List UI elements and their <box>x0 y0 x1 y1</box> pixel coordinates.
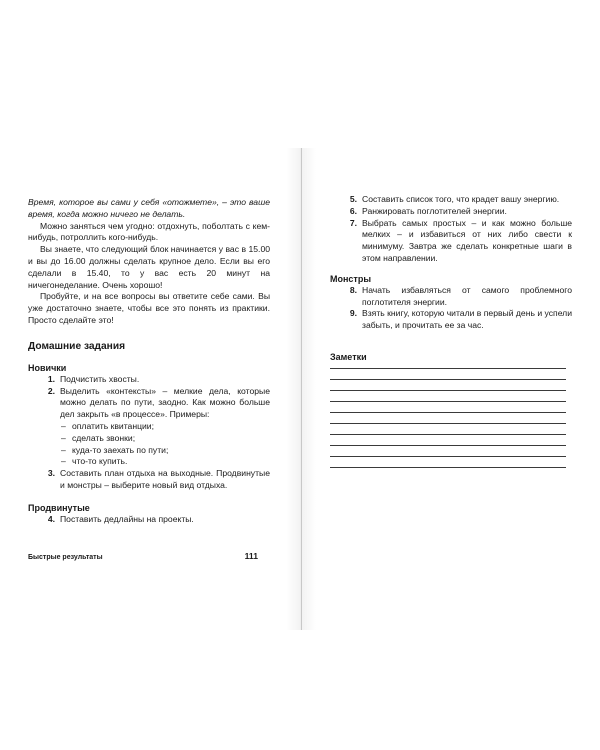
note-line <box>330 423 566 424</box>
list-item <box>28 514 270 526</box>
note-line <box>330 445 566 446</box>
example-item: – оплатить квитанции; <box>61 420 154 431</box>
advanced-heading: Продвинутые <box>28 502 90 513</box>
list-item <box>28 386 270 421</box>
item-text: Подчистить хвосты. <box>60 373 140 384</box>
beginners-heading: Новички <box>28 362 67 373</box>
item-number: 7. <box>349 217 357 228</box>
note-line <box>330 412 566 413</box>
example-item: – что-то купить. <box>61 456 128 467</box>
list-item <box>330 285 572 309</box>
running-footer-title: Быстрые результаты <box>28 554 103 561</box>
beginners-list-continued <box>28 468 270 492</box>
item-text: Ранжировать поглотителей энергии. <box>362 205 507 216</box>
monsters-list <box>330 285 572 332</box>
note-line <box>330 379 566 380</box>
list-item <box>330 194 572 206</box>
homework-heading: Домашние задания <box>28 340 126 352</box>
left-page <box>28 160 270 610</box>
item-number: 2. <box>47 385 55 396</box>
example-item: – сделать звонки; <box>61 432 136 443</box>
paragraph: Можно заняться чем угодно: отдохнуть, поболтать с кем-нибудь, потроллить кого-нибудь. <box>28 220 270 243</box>
note-line <box>330 390 566 391</box>
item-text: Выбрать самых простых – и как можно больше мелких – и избавиться от них либо свести к минимуму. Завтра же сделать конкретные шаги в этом направлении. <box>362 217 572 263</box>
page-number: 111 <box>244 551 258 561</box>
list-item <box>330 218 572 265</box>
examples-list <box>28 421 270 468</box>
note-line <box>330 434 566 435</box>
list-item <box>28 468 270 492</box>
list-item <box>330 206 572 218</box>
book-gutter <box>301 148 302 630</box>
note-line <box>330 467 566 468</box>
item-text: Составить список того, что крадет вашу энергию. <box>362 194 560 204</box>
list-item <box>330 308 572 332</box>
item-text: Поставить дедлайны на проекты. <box>60 513 194 524</box>
note-line <box>330 456 566 457</box>
notes-lines <box>330 368 572 468</box>
item-text: Начать избавляться от самого проблемного поглотителя энергии. <box>362 284 572 307</box>
item-number: 1. <box>47 373 55 384</box>
monsters-heading: Монстры <box>330 273 372 284</box>
item-number: 6. <box>349 205 357 216</box>
advanced-list <box>28 514 270 526</box>
example-item: – куда-то заехать по пути; <box>61 444 169 455</box>
item-number: 3. <box>47 468 55 479</box>
list-item <box>28 374 270 386</box>
right-page <box>330 160 572 610</box>
item-text: Взять книгу, которую читали в первый день и успели забыть, и прочитать ее за час. <box>362 308 572 331</box>
item-number: 9. <box>349 308 357 319</box>
intro-text: Время, которое вы сами у себя «отожмете», – это ваше время, когда можно ничего не делать. <box>28 197 270 219</box>
beginners-list <box>28 374 270 421</box>
item-text: Выделить «контексты» – мелкие дела, которые можно делать по пути, заодно. Как можно больше дел закрыть «в процессе». Примеры: <box>60 385 270 420</box>
paragraph: Пробуйте, и на все вопросы вы ответите себе сами. Вы уже достаточно знаете, чтобы все это понять из практики. Просто сделайте это! <box>28 291 270 325</box>
advanced-list-continued <box>330 194 572 265</box>
paragraph: Вы знаете, что следующий блок начинается у вас в 15.00 и вы до 16.00 должны сделать крупное дело. Если вы его сделали в 15.40, то у вас есть 20 минут на ничегонеделание. Очень хорошо! <box>28 244 270 290</box>
item-number: 4. <box>47 513 55 524</box>
note-line <box>330 401 566 402</box>
item-text: Составить план отдыха на выходные. Продвинутые и монстры – выберите новый вид отдыха. <box>60 468 270 490</box>
page-footer <box>28 551 258 561</box>
item-number: 5. <box>349 194 357 204</box>
notes-heading: Заметки <box>330 351 367 362</box>
item-number: 8. <box>349 284 357 295</box>
note-line <box>330 368 566 369</box>
